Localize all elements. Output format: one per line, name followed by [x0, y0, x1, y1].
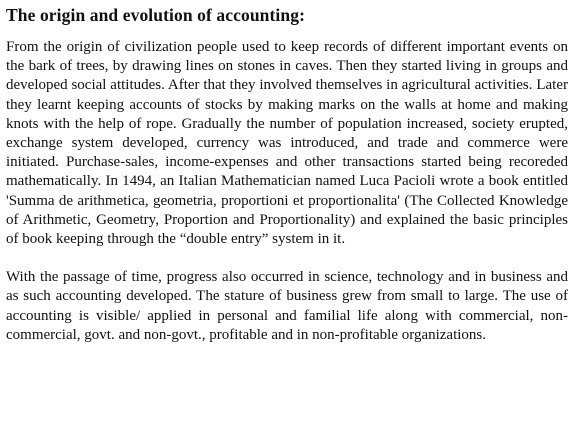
- section-title: The origin and evolution of accounting:: [6, 5, 305, 25]
- paragraph-origin: From the origin of civilization people used to keep records of different important events on the bark of trees, by drawing lines on stones in caves. Then they started living in groups and developed social attitudes. After that they involved themselves in agricultural activities. Later they learnt keeping accounts of stocks by making marks on the walls at home and making knots with the help of rope. Gradually the number of population increased, society erupted, exchange system developed, currency was introduced, and trade and commerce were initiated. Purchase-sales, income-expenses and other transactions started being recoreded mathematically. In 1494, an Italian Mathematician named Luca Pacioli wrote a book entitled 'Summa de arithmetica, geometria, proportioni et proportionalita' (The Collected Knowledge of Arithmetic, Geometry, Proportion and Proportionality) and explained the basic principles of book keeping through the “double entry” system in it.: [6, 39, 568, 248]
- paragraph-evolution: With the passage of time, progress also occurred in science, technology and in business and as such accounting developed. The stature of business grew from small to large. The use of accounting is visible/ applied in personal and familial life along with commercial, non-commercial, govt. and non-govt., profitable and in non-profitable organizations.: [6, 269, 568, 343]
- document-page: [6, 4, 568, 345]
